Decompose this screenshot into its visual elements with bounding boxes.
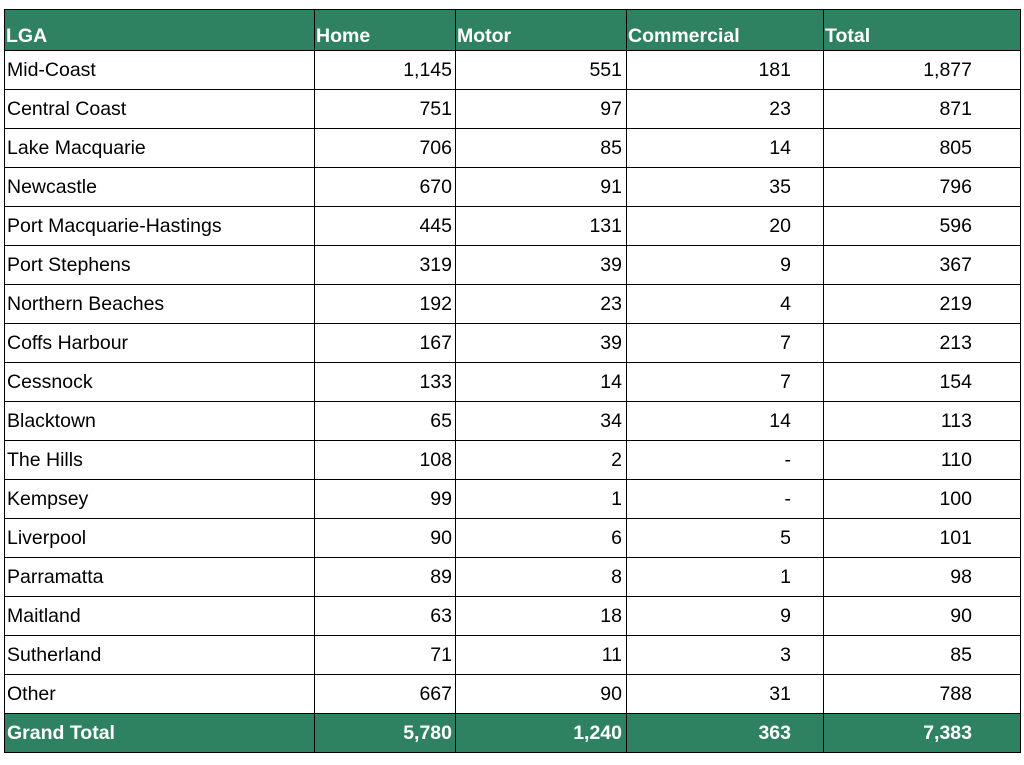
cell-commercial: 4 (627, 285, 824, 324)
header-commercial: Commercial (627, 10, 824, 51)
grand-total-label: Grand Total (5, 714, 315, 753)
grand-total-row (5, 714, 1021, 753)
cell-lga: Liverpool (5, 519, 315, 558)
cell-total: 113 (824, 402, 1021, 441)
cell-motor: 90 (456, 675, 627, 714)
header-lga: LGA (5, 10, 315, 51)
cell-lga: Lake Macquarie (5, 129, 315, 168)
cell-home: 167 (315, 324, 456, 363)
cell-motor: 11 (456, 636, 627, 675)
cell-total: 90 (824, 597, 1021, 636)
grand-total-commercial: 363 (627, 714, 824, 753)
cell-home: 65 (315, 402, 456, 441)
cell-commercial: 9 (627, 246, 824, 285)
cell-motor: 39 (456, 246, 627, 285)
table-row (5, 207, 1021, 246)
table-row (5, 636, 1021, 675)
cell-motor: 34 (456, 402, 627, 441)
cell-total: 796 (824, 168, 1021, 207)
cell-home: 445 (315, 207, 456, 246)
grand-total-home: 5,780 (315, 714, 456, 753)
cell-commercial: 23 (627, 90, 824, 129)
header-home: Home (315, 10, 456, 51)
cell-motor: 39 (456, 324, 627, 363)
cell-motor: 91 (456, 168, 627, 207)
cell-motor: 97 (456, 90, 627, 129)
cell-commercial: 7 (627, 324, 824, 363)
table-row (5, 597, 1021, 636)
cell-lga: Northern Beaches (5, 285, 315, 324)
cell-total: 110 (824, 441, 1021, 480)
cell-home: 1,145 (315, 51, 456, 90)
cell-lga: Maitland (5, 597, 315, 636)
cell-lga: Port Macquarie-Hastings (5, 207, 315, 246)
table-row (5, 285, 1021, 324)
cell-home: 319 (315, 246, 456, 285)
cell-commercial: 14 (627, 129, 824, 168)
cell-lga: Parramatta (5, 558, 315, 597)
cell-commercial: - (627, 441, 824, 480)
table-row (5, 402, 1021, 441)
table-row (5, 519, 1021, 558)
table-row (5, 129, 1021, 168)
cell-motor: 85 (456, 129, 627, 168)
cell-lga: Central Coast (5, 90, 315, 129)
cell-lga: Cessnock (5, 363, 315, 402)
cell-motor: 1 (456, 480, 627, 519)
cell-commercial: 14 (627, 402, 824, 441)
cell-lga: Sutherland (5, 636, 315, 675)
cell-commercial: 5 (627, 519, 824, 558)
cell-commercial: - (627, 480, 824, 519)
cell-commercial: 9 (627, 597, 824, 636)
table-row (5, 558, 1021, 597)
cell-total: 871 (824, 90, 1021, 129)
cell-home: 99 (315, 480, 456, 519)
cell-lga: Kempsey (5, 480, 315, 519)
cell-home: 63 (315, 597, 456, 636)
cell-total: 100 (824, 480, 1021, 519)
cell-total: 1,877 (824, 51, 1021, 90)
cell-motor: 131 (456, 207, 627, 246)
cell-lga: Other (5, 675, 315, 714)
table-row (5, 246, 1021, 285)
table-row (5, 675, 1021, 714)
cell-motor: 14 (456, 363, 627, 402)
cell-home: 71 (315, 636, 456, 675)
cell-motor: 551 (456, 51, 627, 90)
cell-commercial: 20 (627, 207, 824, 246)
cell-total: 596 (824, 207, 1021, 246)
cell-total: 788 (824, 675, 1021, 714)
cell-commercial: 1 (627, 558, 824, 597)
cell-lga: Newcastle (5, 168, 315, 207)
cell-motor: 18 (456, 597, 627, 636)
cell-total: 213 (824, 324, 1021, 363)
cell-total: 154 (824, 363, 1021, 402)
grand-total-motor: 1,240 (456, 714, 627, 753)
cell-home: 89 (315, 558, 456, 597)
cell-commercial: 181 (627, 51, 824, 90)
table-row (5, 51, 1021, 90)
cell-motor: 23 (456, 285, 627, 324)
table-row (5, 363, 1021, 402)
cell-total: 219 (824, 285, 1021, 324)
table-row (5, 168, 1021, 207)
cell-commercial: 35 (627, 168, 824, 207)
cell-lga: Mid-Coast (5, 51, 315, 90)
table-row (5, 324, 1021, 363)
cell-home: 108 (315, 441, 456, 480)
table-row (5, 90, 1021, 129)
cell-lga: The Hills (5, 441, 315, 480)
cell-commercial: 31 (627, 675, 824, 714)
cell-total: 367 (824, 246, 1021, 285)
cell-home: 706 (315, 129, 456, 168)
lga-claims-table (4, 9, 1021, 753)
grand-total-total: 7,383 (824, 714, 1021, 753)
cell-home: 192 (315, 285, 456, 324)
cell-home: 670 (315, 168, 456, 207)
cell-total: 85 (824, 636, 1021, 675)
cell-home: 90 (315, 519, 456, 558)
header-total: Total (824, 10, 1021, 51)
header-row (5, 10, 1021, 51)
cell-home: 751 (315, 90, 456, 129)
cell-home: 667 (315, 675, 456, 714)
cell-total: 805 (824, 129, 1021, 168)
cell-lga: Port Stephens (5, 246, 315, 285)
cell-commercial: 7 (627, 363, 824, 402)
cell-home: 133 (315, 363, 456, 402)
cell-motor: 6 (456, 519, 627, 558)
table-row (5, 441, 1021, 480)
cell-lga: Coffs Harbour (5, 324, 315, 363)
cell-total: 98 (824, 558, 1021, 597)
cell-motor: 8 (456, 558, 627, 597)
header-motor: Motor (456, 10, 627, 51)
cell-commercial: 3 (627, 636, 824, 675)
cell-motor: 2 (456, 441, 627, 480)
table-row (5, 480, 1021, 519)
cell-lga: Blacktown (5, 402, 315, 441)
cell-total: 101 (824, 519, 1021, 558)
